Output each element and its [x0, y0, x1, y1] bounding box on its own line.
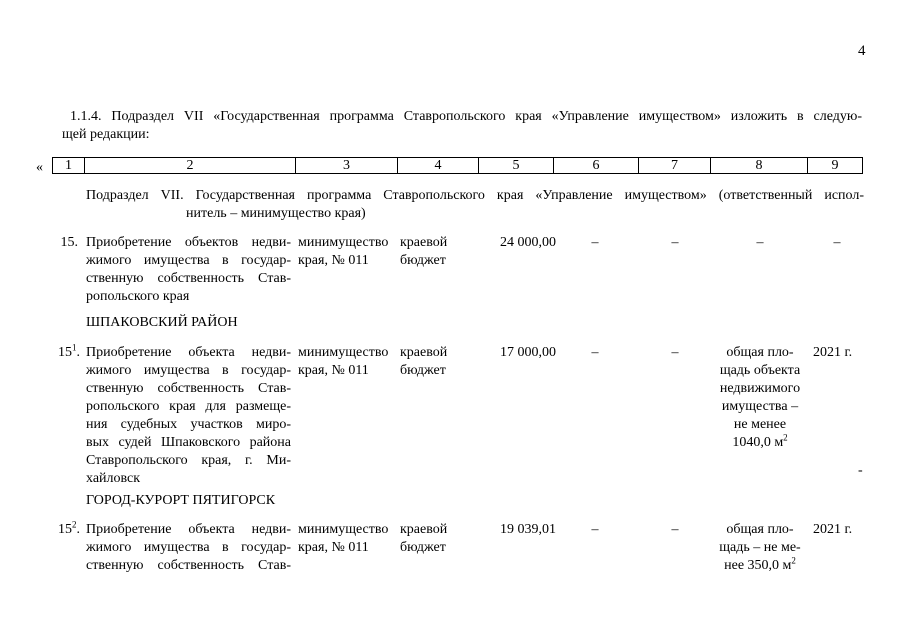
column-number-row: [52, 157, 863, 174]
row-administrator: [298, 234, 396, 270]
name-line: жимого имущества в государ-: [86, 363, 291, 378]
name-line: ния судебных участков миро-: [86, 417, 291, 432]
c8-line: щадь – не ме-: [719, 540, 801, 555]
source-line: бюджет: [400, 540, 446, 555]
row-col9: 2021 г.: [813, 522, 853, 537]
admin-line: минимущество: [298, 522, 389, 537]
row-col7: –: [671, 345, 679, 360]
subsection-title: [86, 187, 864, 223]
row-amount: 24 000,00: [500, 235, 556, 250]
col-8: 8: [711, 158, 808, 174]
row-col7: –: [671, 235, 679, 250]
num-suffix: .: [76, 345, 80, 360]
name-line: жимого имущества в государ-: [86, 253, 291, 268]
admin-line: минимущество: [298, 345, 389, 360]
col-5: 5: [479, 158, 554, 174]
intro-line-2: щей редакции:: [62, 127, 150, 142]
row-col8: [708, 521, 812, 575]
row-amount: 19 039,01: [500, 522, 556, 537]
name-line: жимого имущества в государ-: [86, 540, 291, 555]
num-sup: 2: [72, 519, 77, 530]
col-2: 2: [85, 158, 296, 174]
row-col6: –: [591, 522, 599, 537]
row-name: [86, 521, 291, 575]
source-line: краевой: [400, 522, 448, 537]
c8-line: недвижимого: [719, 381, 801, 396]
source-line: краевой: [400, 235, 448, 250]
open-quote: «: [36, 160, 43, 175]
row-amount: 17 000,00: [500, 345, 556, 360]
admin-line: края, № 011: [298, 540, 369, 555]
source-line: бюджет: [400, 363, 446, 378]
name-line: ственную собственность Став-: [86, 558, 291, 573]
c8-line: общая пло-: [726, 345, 794, 360]
name-line: ственную собственность Став-: [86, 271, 291, 286]
source-line: краевой: [400, 345, 448, 360]
c8-sup: 2: [791, 555, 796, 566]
name-line: ственную собственность Став-: [86, 381, 291, 396]
num-base: 15: [58, 345, 72, 360]
name-line: вых судей Шпаковского района: [86, 435, 291, 450]
name-line: ропольского края для размеще-: [86, 399, 291, 414]
page-number: 4: [858, 43, 866, 59]
subsection-line-1: Подраздел VII. Государственная программа Ставропольского края «Управление имуществом» (ответственный испол-: [86, 188, 864, 203]
row-funding-source: [400, 234, 470, 270]
row-col9: –: [833, 235, 841, 250]
intro-paragraph: [62, 108, 862, 144]
subsection-line-2: нитель – минимущество края): [186, 206, 366, 221]
c8-line: не менее: [733, 417, 787, 432]
c8-line: нее 350,0 м: [724, 558, 792, 573]
c8-line: имущества –: [721, 399, 799, 414]
admin-line: минимущество: [298, 235, 389, 250]
admin-line: края, № 011: [298, 363, 369, 378]
row-number: 15.: [60, 235, 78, 250]
row-administrator: [298, 521, 396, 557]
section-heading: ГОРОД-КУРОРТ ПЯТИГОРСК: [86, 493, 276, 508]
col-1: 1: [53, 158, 85, 174]
num-suffix: .: [76, 522, 80, 537]
c8-line: общая пло-: [726, 522, 794, 537]
row-funding-source: [400, 521, 470, 557]
col-4: 4: [398, 158, 479, 174]
row-col9: 2021 г.: [813, 345, 853, 360]
row-number: [50, 521, 80, 539]
row-col6: –: [591, 235, 599, 250]
row-col8: –: [756, 235, 764, 250]
col-6: 6: [554, 158, 639, 174]
admin-line: края, № 011: [298, 253, 369, 268]
row-administrator: [298, 344, 396, 380]
section-heading: ШПАКОВСКИЙ РАЙОН: [86, 315, 238, 330]
row-col7: –: [671, 522, 679, 537]
num-sup: 1: [72, 342, 77, 353]
row-name: [86, 234, 291, 306]
row-number: [50, 344, 80, 362]
name-line: Приобретение объекта недви-: [86, 522, 291, 537]
source-line: бюджет: [400, 253, 446, 268]
row-name: [86, 344, 291, 488]
name-line: Ставропольского края, г. Ми-: [86, 453, 291, 468]
name-line: Приобретение объекта недви-: [86, 345, 291, 360]
intro-line-1: 1.1.4. Подраздел VII «Государственная программа Ставропольского края «Управление имуществом» изложить в следую-: [70, 109, 862, 124]
col-3: 3: [296, 158, 398, 174]
num-base: 15: [58, 522, 72, 537]
row-funding-source: [400, 344, 470, 380]
c8-line: щадь объекта: [719, 363, 801, 378]
c8-sup: 2: [783, 432, 788, 443]
row-col8: [708, 344, 812, 452]
col-9: 9: [808, 158, 863, 174]
row-col6: –: [591, 345, 599, 360]
name-line: хайловск: [86, 471, 141, 486]
name-line: ропольского края: [86, 289, 190, 304]
name-line: Приобретение объектов недви-: [86, 235, 291, 250]
c8-line: 1040,0 м: [732, 435, 784, 450]
stray-mark: -: [858, 463, 863, 478]
col-7: 7: [639, 158, 711, 174]
